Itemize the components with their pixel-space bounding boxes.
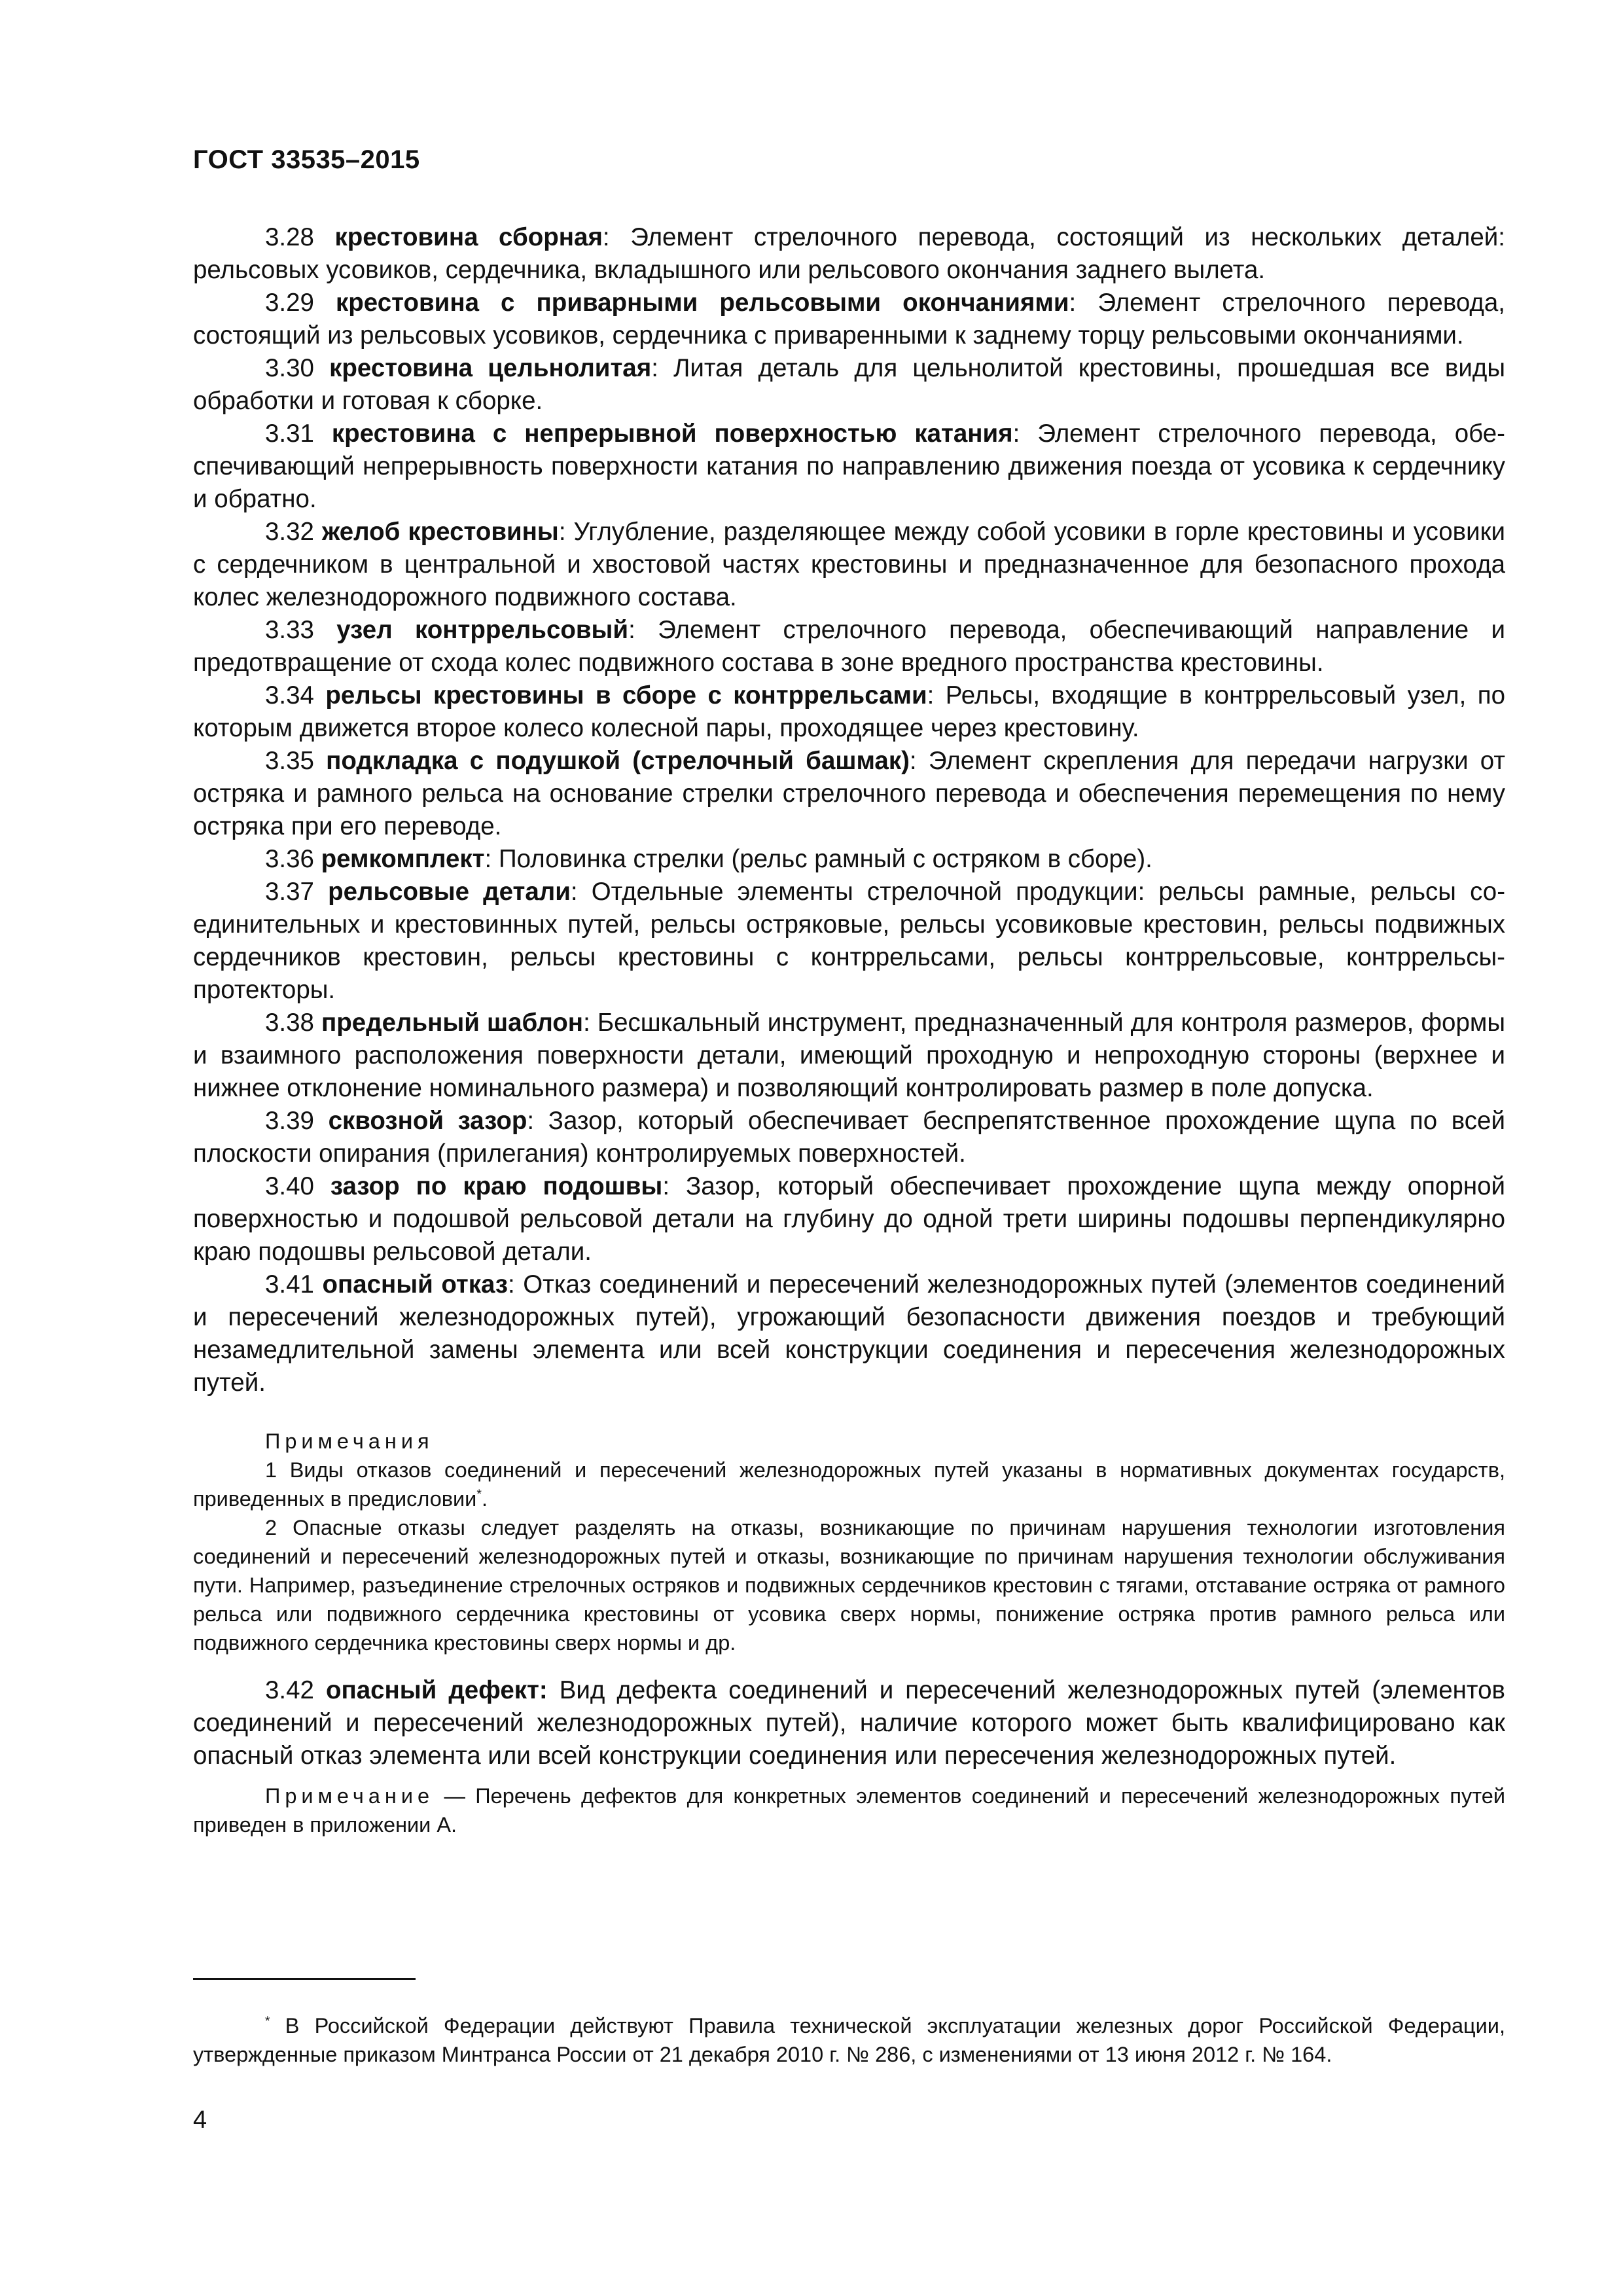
term-3-32 (193, 516, 1505, 614)
note-text: — Перечень дефектов для конкретных элементов соединений и пересечений железнодорожных путей приведен в приложении А. (193, 1784, 1505, 1837)
term-definition: Бесшкальный инструмент, предназначенный для контроля размеров, формы и взаимного расположения поверхности детали, имеющий проходную и непроходную стороны (верхнее и нижнее отклонение номинального размера) и позволяющий контролировать размер в поле допуска. (193, 1009, 1505, 1102)
term-separator: : (484, 845, 499, 873)
term-number: 3.38 (265, 1009, 314, 1037)
term-3-40 (193, 1170, 1505, 1268)
note-tail: . (481, 1487, 488, 1511)
term-number: 3.30 (265, 354, 314, 382)
footnote (193, 2011, 1505, 2069)
note-text: 1 Виды отказов соединений и пересечений железнодорожных путей указаны в нормативных документах государств, приведенных в предисловии (193, 1458, 1505, 1511)
footnote-text: В Российской Федерации действуют Правила технической эксплуатации железных дорог Российской Федерации, утвержденные приказом Минтранса России от 21 декабря 2010 г. № 286, с изменениями от 13 июня 2012 г. № 164. (193, 2013, 1505, 2066)
footnote-divider (193, 1978, 416, 1980)
term-separator: : (651, 354, 674, 382)
term-number: 3.29 (265, 289, 314, 317)
term-definition: Рельсы, входящие в контррельсовый узел, по которым движется второе колесо колесной пары, проходящее через крестовину. (193, 681, 1505, 742)
term-separator: : (1012, 420, 1038, 448)
term-definition: Элемент стрелочного перевода, обеспечивающий направление и предотвращение от схода колес подвижного состава в зоне вредного пространства крестовины. (193, 616, 1505, 677)
term-separator: : (508, 1270, 524, 1299)
term-separator: : (602, 223, 631, 251)
term-3-41 (193, 1268, 1505, 1399)
term-name: ремкомплект (321, 845, 485, 873)
term-name: крестовина цельнолитая (329, 354, 652, 382)
note-item-2 (193, 1513, 1505, 1657)
term-number: 3.37 (265, 878, 314, 906)
term-number: 3.42 (265, 1676, 314, 1704)
term-definition: Углубление, разделяющее между собой усовики в горле крестовины и усовики с сердечником в центральной и хвостовой частях крестовины и предназначенное для безопасного прохода колес железнодорожного подвижного состава. (193, 518, 1505, 611)
term-3-38 (193, 1007, 1505, 1105)
term-name: предельный шаблон (321, 1009, 584, 1037)
term-3-42 (193, 1674, 1505, 1772)
note-text: 2 Опасные отказы следует разделять на отказы, возникающие по причинам нарушения технологии изготовления соединений и пересечений железнодорожных путей и отказы, возникающие по причинам нарушения технологии обслуживания пути. Например, разъединение стрелочных остряков и подвижных сердечников крестовин с тягами, отставание остряка от рамного рельса или подвижного сердечника крестовины от усовика сверх нормы, понижение остряка против рамного рельса или подвижного сердечника крестовины сверх нормы и др. (193, 1516, 1505, 1655)
term-separator: : (662, 1172, 686, 1200)
term-number: 3.28 (265, 223, 314, 251)
term-number: 3.31 (265, 420, 314, 448)
term-separator: : (558, 518, 574, 546)
term-3-34 (193, 679, 1505, 745)
term-name: зазор по краю подошвы (330, 1172, 663, 1200)
term-number: 3.34 (265, 681, 314, 709)
term-name: крестовина с приварными рельсовыми окончаниями (336, 289, 1069, 317)
footnote-reference-mark: * (476, 1487, 482, 1502)
term-number: 3.40 (265, 1172, 314, 1200)
footnote-mark: * (265, 2013, 270, 2028)
term-name: сквозной зазор (328, 1107, 527, 1135)
term-definition: Отдельные элементы стрелочной продукции: рельсы рамные, рельсы соединительных и крестовинных путей, рельсы остряковые, рельсы усовиковые крестовин, рельсы подвижных сердечников крестовин, рельсы крестовины с контррельсами, рельсы контррельсовые, контррельсы-протекторы. (193, 878, 1506, 1004)
term-name: подкладка с подушкой (стрелочный башмак) (326, 747, 910, 775)
term-name: желоб крестовины (321, 518, 559, 546)
term-separator: : (583, 1009, 597, 1037)
term-definition: Элемент стрелочного перевода, состоящий из рельсовых усовиков, сердечника с приваренными к заднему торцу рельсовыми окончаниями. (193, 289, 1505, 350)
term-name: узел контррельсовый (336, 616, 629, 644)
notes-heading: Примечания (265, 1429, 434, 1453)
term-name: опасный отказ (322, 1270, 508, 1299)
term-name: рельсовые детали (328, 878, 571, 906)
term-separator: : (909, 747, 929, 775)
term-definition: Элемент стрелочного перевода, обеспечивающий непрерывность поверхности катания по направлению движения поезда от усовика к сердечнику и обратно. (193, 420, 1505, 513)
term-3-36 (193, 843, 1505, 876)
term-definition: Элемент скрепления для передачи нагрузки от остряка и рамного рельса на основание стрелки стрелочного перевода и обеспечения перемещения по нему остряка при его переводе. (193, 747, 1505, 840)
term-separator: : (570, 878, 592, 906)
term-name: опасный дефект: (325, 1676, 548, 1704)
term-definition: Зазор, который обеспечивает беспрепятственное прохождение щупа по всей плоскости опирания (прилегания) контролируемых поверхностей. (193, 1107, 1505, 1168)
note-item-1 (193, 1456, 1505, 1513)
term-separator: : (1069, 289, 1098, 317)
document-body (193, 221, 1505, 1839)
term-3-35 (193, 745, 1505, 843)
notes-block (193, 1427, 1505, 1657)
term-definition: Половинка стрелки (рельс рамный с остряком в сборе). (498, 845, 1152, 873)
term-3-28 (193, 221, 1505, 287)
term-number: 3.36 (265, 845, 314, 873)
term-separator: : (628, 616, 658, 644)
term-separator: : (927, 681, 946, 709)
term-3-29 (193, 287, 1505, 352)
term-3-39 (193, 1105, 1505, 1170)
document-header: ГОСТ 33535–2015 (193, 145, 420, 174)
term-definition: Зазор, который обеспечивает прохождение щупа между опорной поверхностью и подошвой рельсовой детали на глубину до одной трети ширины подошвы перпендикулярно краю подошвы рельсовой детали. (193, 1172, 1505, 1266)
term-number: 3.33 (265, 616, 314, 644)
term-3-33 (193, 614, 1505, 679)
term-number: 3.35 (265, 747, 314, 775)
term-3-37 (193, 876, 1505, 1007)
term-3-31 (193, 418, 1505, 516)
term-number: 3.41 (265, 1270, 314, 1299)
term-definition: Литая деталь для цельнолитой крестовины, прошедшая все виды обработки и готовая к сборке. (193, 354, 1505, 415)
term-separator: : (527, 1107, 548, 1135)
term-number: 3.32 (265, 518, 314, 546)
term-definition: Вид дефекта соединений и пересечений железнодорожных путей (элементов соединений и пересечений железнодорожных путей), наличие которого может быть квалифицировано как опасный отказ элемента или всей конструкции соединения или пересечения железнодорожных путей. (193, 1676, 1505, 1770)
term-definition: Элемент стрелочного перевода, состоящий из нескольких деталей: рельсовых усовиков, сердечника, вкладышного или рельсового окончания заднего вылета. (193, 223, 1506, 284)
term-name: крестовина с непрерывной поверхностью катания (331, 420, 1013, 448)
term-definition: Отказ соединений и пересечений железнодорожных путей (элементов соединений и пересечений железнодорожных путей), угрожающий безопасности движения поездов и требующий незамедлительной замены элемента или всей конструкции соединения и пересечения железнодорожных путей. (193, 1270, 1505, 1397)
page-number: 4 (193, 2106, 207, 2134)
term-name: крестовина сборная (334, 223, 603, 251)
term-name: рельсы крестовины в сборе с контррельсами (325, 681, 927, 709)
note-label: Примечание (265, 1784, 435, 1808)
term-3-30 (193, 352, 1505, 418)
term-number: 3.39 (265, 1107, 314, 1135)
note-3-42 (193, 1782, 1505, 1839)
